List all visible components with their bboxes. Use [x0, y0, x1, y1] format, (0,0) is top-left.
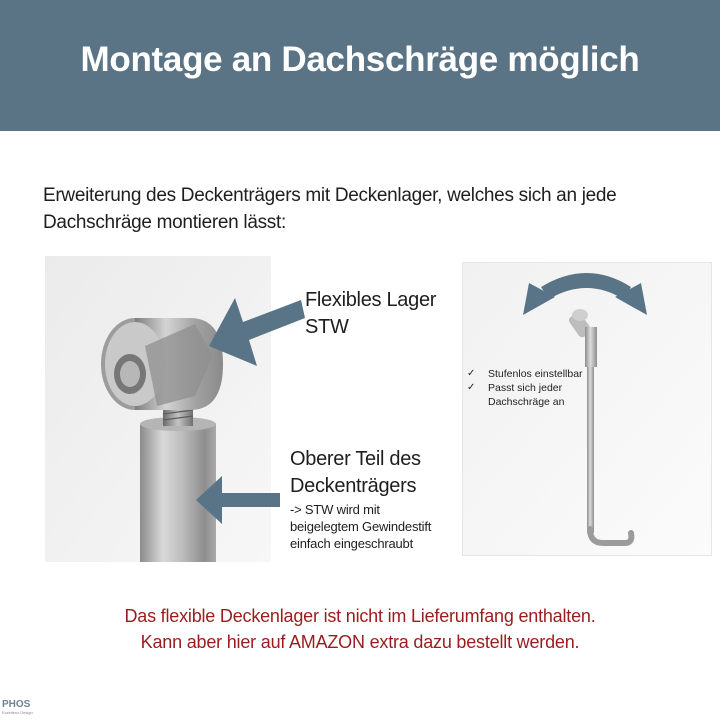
feature-item-2-line-2: Dachschräge an: [488, 396, 565, 408]
check-icon: ✓: [467, 382, 476, 393]
hook-rod-icon: [463, 263, 711, 555]
callout-upper-part: [290, 446, 421, 500]
feature-list: [467, 367, 583, 409]
callout-detail-line-2: beigelegtem Gewindestift: [290, 519, 432, 534]
check-icon: ✓: [467, 368, 476, 379]
feature-item-2-line-1: Passt sich jeder: [488, 382, 563, 394]
feature-item-1: Stufenlos einstellbar: [488, 368, 583, 380]
callout-detail-line-3: einfach eingeschraubt: [290, 536, 414, 551]
logo-tagline: Exzellenz Design: [2, 710, 33, 715]
callout-detail: [290, 501, 431, 552]
hook-rod-photo: [462, 262, 712, 556]
intro-line-1: Erweiterung des Deckenträgers mit Deckenlager, welches sich an jede: [43, 185, 617, 206]
title-banner: [0, 0, 720, 131]
notice-line-2: Kann aber hier auf AMAZON extra dazu bestellt werden.: [140, 632, 580, 652]
callout-bottom-line-1: Oberer Teil des: [290, 448, 421, 470]
notice-line-1: Das flexible Deckenlager ist nicht im Lieferumfang enthalten.: [124, 606, 596, 626]
arrow-left-bottom-icon: [196, 476, 280, 524]
callout-flexible-bearing: [305, 287, 436, 341]
intro-text: [43, 182, 683, 236]
callout-top-line-1: Flexibles Lager: [305, 289, 437, 311]
callout-detail-line-1: -> STW wird mit: [290, 502, 380, 517]
callout-top-line-2: STW: [305, 316, 349, 338]
callout-bottom-line-2: Deckenträgers: [290, 475, 417, 497]
availability-notice: [0, 603, 720, 655]
page-title: Montage an Dachschräge möglich: [80, 39, 640, 79]
feature-item: [467, 381, 583, 395]
arrow-left-top-icon: [205, 294, 305, 370]
logo-name: PHOS: [2, 699, 31, 710]
intro-line-2: Dachschräge montieren lässt:: [43, 212, 286, 233]
brand-logo: [2, 700, 33, 715]
feature-item: [467, 395, 583, 409]
feature-item: [467, 367, 583, 381]
